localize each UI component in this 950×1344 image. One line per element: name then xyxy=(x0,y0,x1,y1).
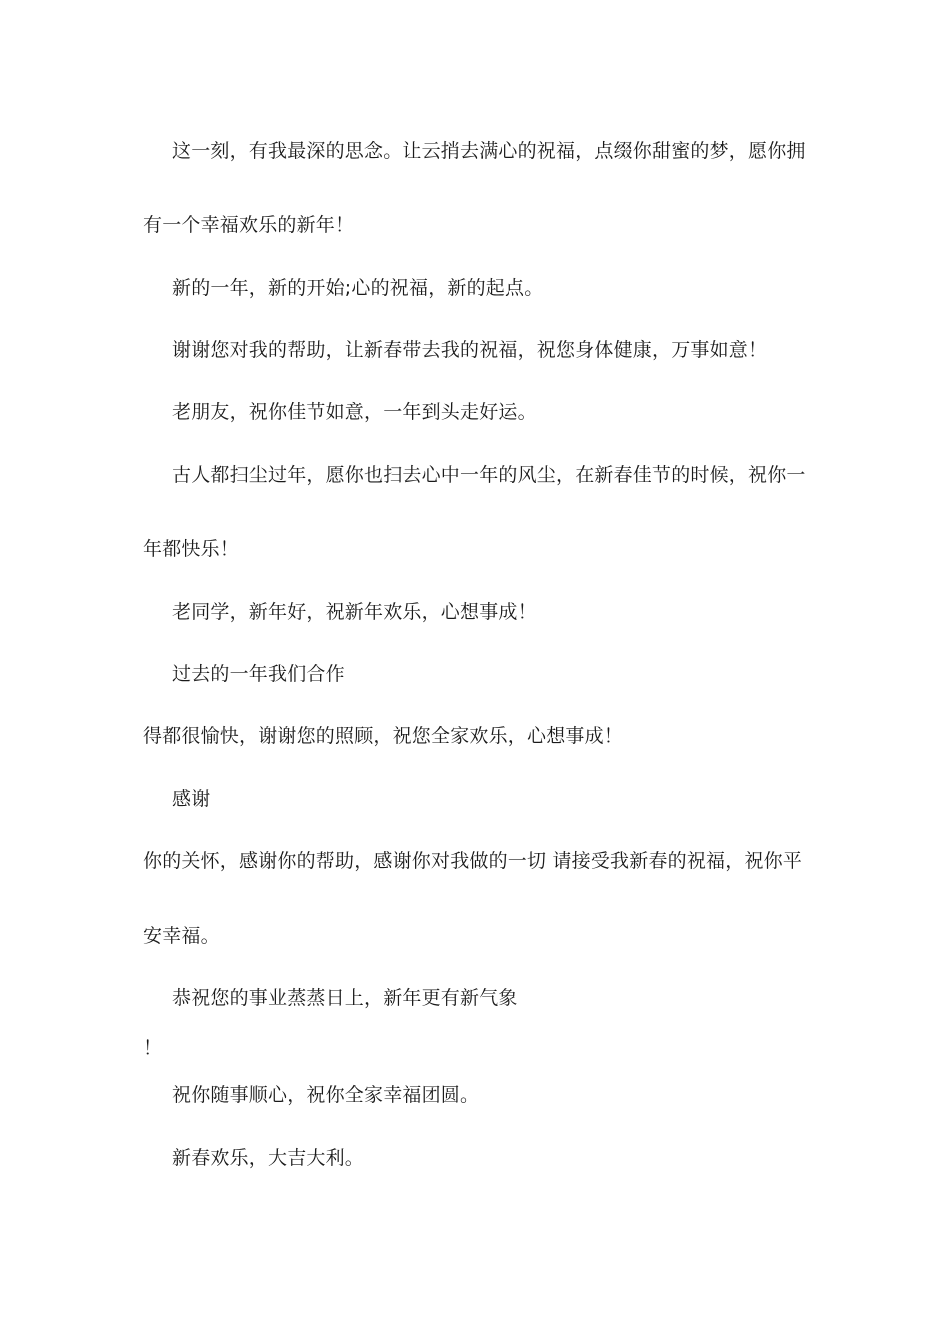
text-line: 老同学，新年好，祝新年欢乐，心想事成！ xyxy=(172,601,537,623)
text-line: 新春欢乐，大吉大利。 xyxy=(172,1147,365,1169)
text-line: 祝你随事顺心，祝你全家幸福团圆。 xyxy=(172,1084,480,1106)
text-line: 年都快乐！ xyxy=(143,538,240,560)
text-line: 谢谢您对我的帮助，让新春带去我的祝福，祝您身体健康，万事如意！ xyxy=(172,339,768,361)
text-line: 感谢 xyxy=(172,788,211,810)
text-line: 过去的一年我们合作 xyxy=(172,663,345,685)
text-line: 得都很愉快，谢谢您的照顾，祝您全家欢乐，心想事成！ xyxy=(143,725,624,747)
text-line: 有一个幸福欢乐的新年！ xyxy=(143,214,355,236)
text-line: 古人都扫尘过年，愿你也扫去心中一年的风尘，在新春佳节的时候，祝你一 xyxy=(172,464,806,486)
text-line: 恭祝您的事业蒸蒸日上，新年更有新气象 xyxy=(172,987,518,1009)
text-line: ！ xyxy=(143,1037,163,1059)
text-line: 安幸福。 xyxy=(143,925,220,947)
text-line: 新的一年，新的开始;心的祝福，新的起点。 xyxy=(172,277,544,299)
text-line: 老朋友，祝你佳节如意，一年到头走好运。 xyxy=(172,401,537,423)
text-line: 你的关怀，感谢你的帮助，感谢你对我做的一切 请接受我新春的祝福，祝你平 xyxy=(143,850,803,872)
text-line: 这一刻，有我最深的思念。让云捎去满心的祝福，点缀你甜蜜的梦，愿你拥 xyxy=(172,140,806,162)
